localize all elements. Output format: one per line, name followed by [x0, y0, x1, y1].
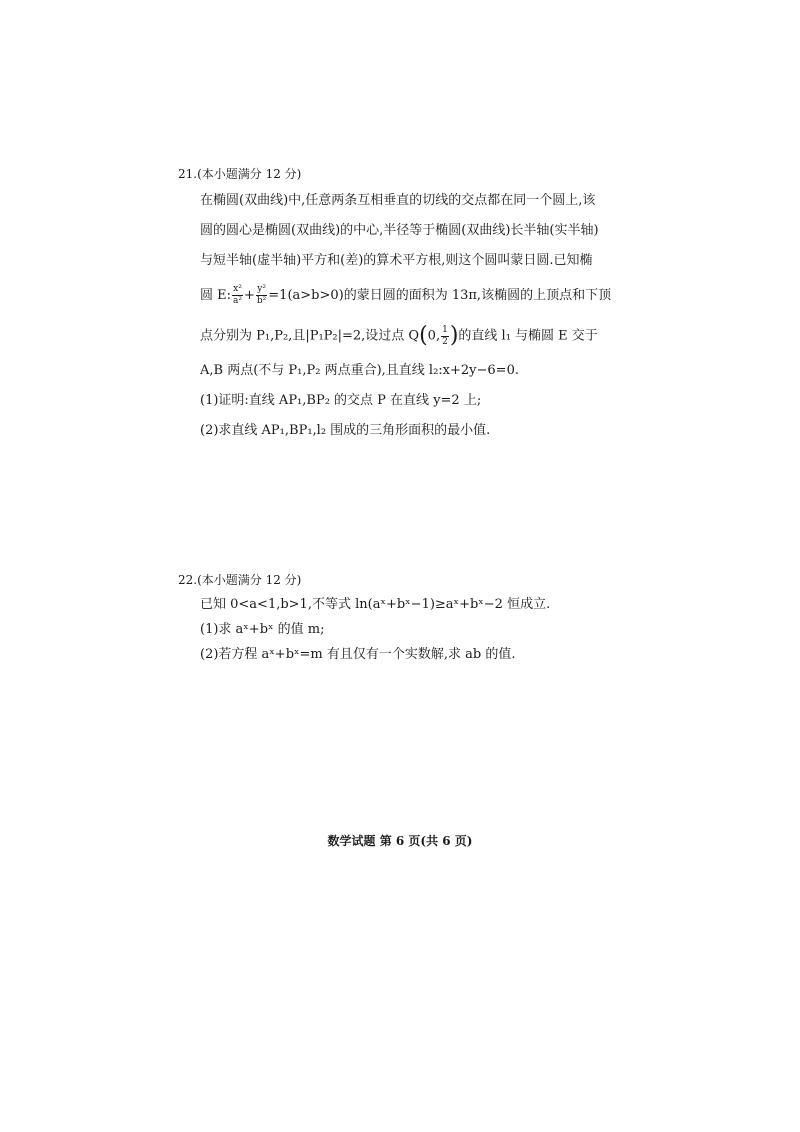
problem-21-line-2: 圆的圆心是椭圆(双曲线)的中心,半径等于椭圆(双曲线)长半轴(实半轴) [200, 223, 599, 238]
problem-21-part-2: (2)求直线 AP₁,BP₁,l₂ 围成的三角形面积的最小值. [200, 423, 491, 438]
problem-21-line-1: 在椭圆(双曲线)中,任意两条互相垂直的切线的交点都在同一个圆上,该 [200, 193, 596, 208]
fraction-numerator: 1 [442, 324, 448, 335]
page-footer: 数学试题 第 6 页(共 6 页) [327, 834, 473, 848]
problem-21 [178, 162, 638, 446]
line-5-prefix: 点分别为 P₁,P₂,且|P₁P₂|=2,设过点 Q [200, 328, 420, 344]
problem-21-line-5 [178, 316, 638, 356]
problem-21-line-6: A,B 两点(不与 P₁,P₂ 两点重合),且直线 l₂:x+2y−6=0. [200, 363, 519, 378]
point-q-x: 0, [427, 328, 441, 344]
problem-21-line-3: 与短半轴(虚半轴)平方和(差)的算术平方根,则这个圆叫蒙日圆.已知椭 [200, 253, 593, 268]
fraction-one-half [441, 325, 449, 348]
fraction-denominator: 2 [442, 336, 448, 347]
plus-sign: + [244, 288, 255, 303]
ellipse-equation-rest: =1(a>b>0)的蒙日圆的面积为 13π,该椭圆的上顶点和下顶 [268, 288, 612, 303]
line-5-suffix: 的直线 l₁ 与椭圆 E 交于 [458, 328, 598, 344]
fraction-denominator: b² [256, 296, 267, 306]
fraction-numerator: y² [257, 284, 266, 294]
problem-22 [178, 568, 638, 667]
fraction-x2-a2 [232, 284, 243, 307]
paren-open: ( [419, 323, 428, 348]
ellipse-label: 圆 E: [200, 288, 232, 303]
problem-21-part-1: (1)证明:直线 AP₁,BP₂ 的交点 P 在直线 y=2 上; [200, 393, 482, 408]
problem-21-line-4 [178, 276, 638, 316]
problem-22-line-1: 已知 0<a<1,b>1,不等式 ln(aˣ+bˣ−1)≥aˣ+bˣ−2 恒成立. [200, 597, 551, 612]
problem-21-heading: 21.(本小题满分 12 分) [178, 167, 302, 181]
fraction-y2-b2 [256, 284, 267, 307]
fraction-denominator: a² [233, 296, 242, 306]
problem-22-part-1: (1)求 aˣ+bˣ 的值 m; [200, 622, 325, 637]
fraction-numerator: x² [233, 284, 242, 294]
paren-close: ) [449, 323, 459, 348]
problem-22-part-2: (2)若方程 aˣ+bˣ=m 有且仅有一个实数解,求 ab 的值. [200, 647, 516, 662]
problem-22-heading: 22.(本小题满分 12 分) [178, 573, 302, 587]
